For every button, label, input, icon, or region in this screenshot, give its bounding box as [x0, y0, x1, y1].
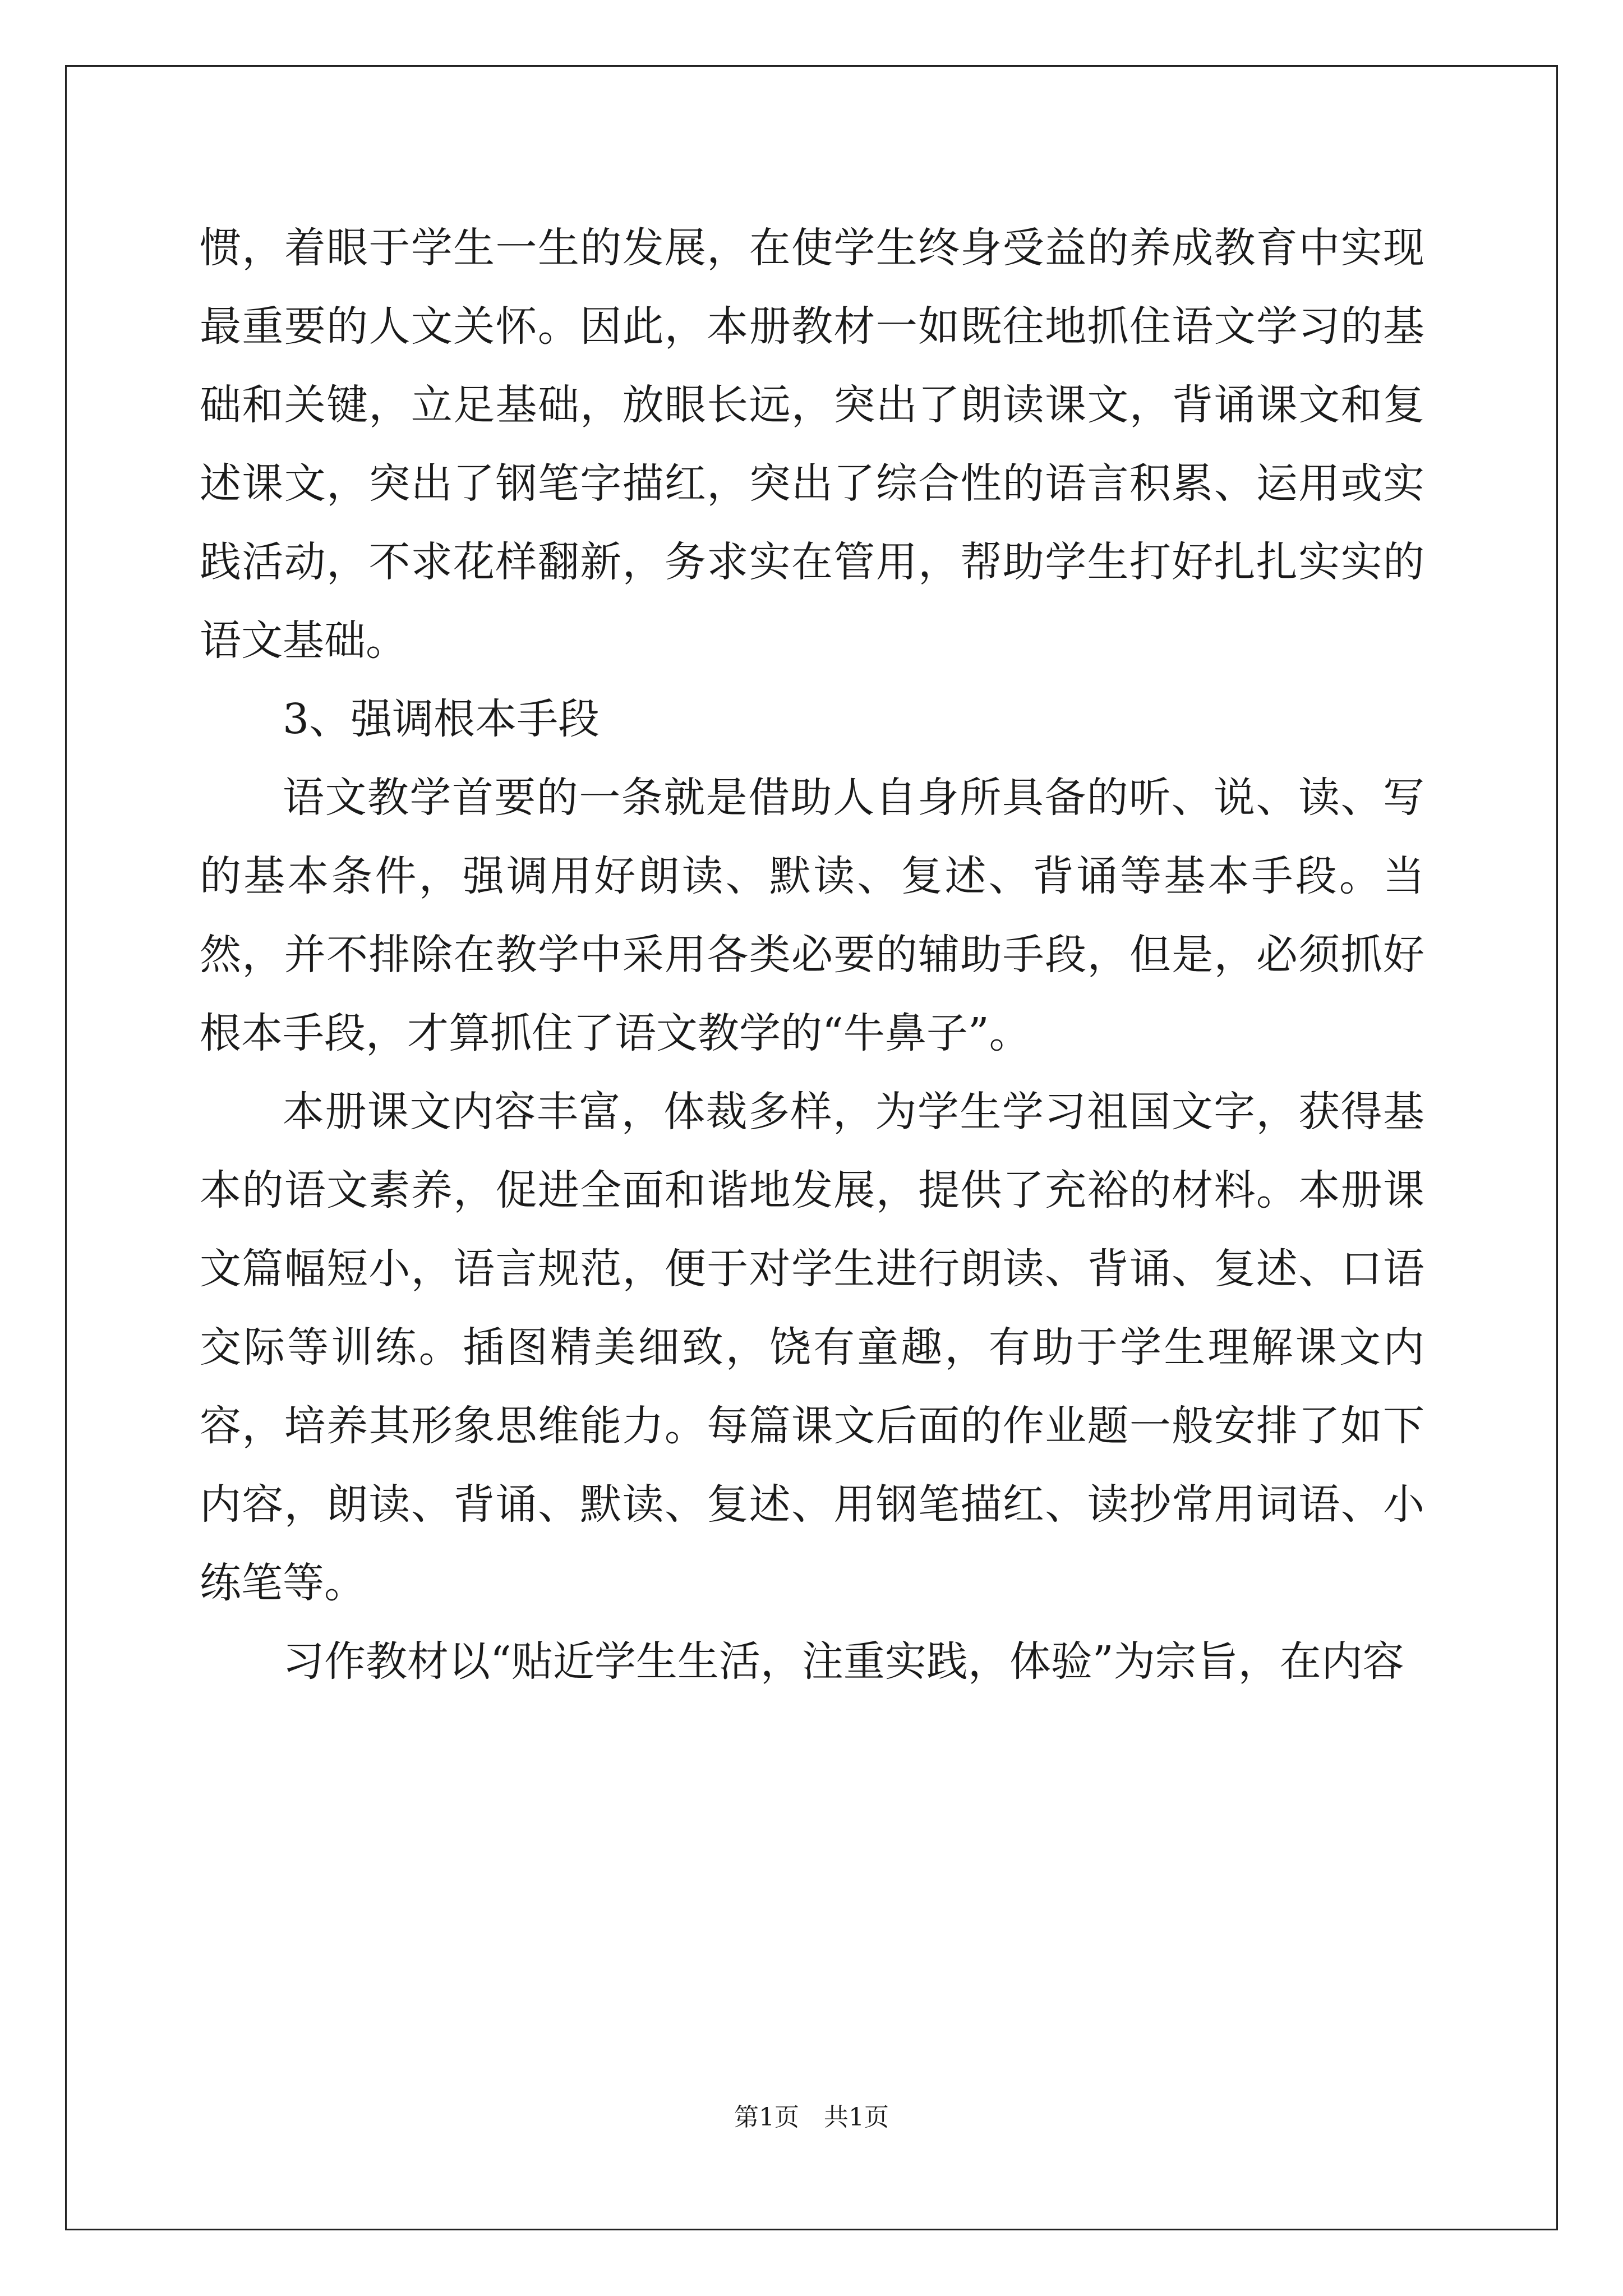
paragraph: 习作教材以“贴近学生生活，注重实践，体验”为宗旨，在内容	[283, 1637, 1404, 1686]
paragraph: 本册课文内容丰富，体裁多样，为学生学习祖国文字，获得基本的语文素养，促进全面和谐地发展，提供了充裕的材料。本册课文篇幅短小，语言规范，便于对学生进行朗读、背诵、复述、口语交际等训练。插图精美细致，饶有童趣，有助于学生理解课文内容，培养其形象思维能力。每篇课文后面的作业题一般安排了如下内容，朗读、背诵、默读、复述、用钢笔描红、读抄常用词语、小练笔等。	[200, 1088, 1424, 1607]
section-heading: 3、强调根本手段	[283, 695, 600, 743]
paragraph: 语文教学首要的一条就是借助人自身所具备的听、说、读、写的基本条件，强调用好朗读、默读、复述、背诵等基本手段。当然，并不排除在教学中采用各类必要的辅助手段，但是，必须抓好根本手段，才算抓住了语文教学的“牛鼻子”。	[200, 774, 1424, 1057]
document-body	[200, 209, 1424, 1701]
page-number-current: 第1页	[734, 2103, 799, 2132]
page-footer	[0, 2101, 1623, 2134]
paragraph-continued: 惯，着眼于学生一生的发展，在使学生终身受益的养成教育中实现最重要的人文关怀。因此，本册教材一如既往地抓住语文学习的基础和关键，立足基础，放眼长远，突出了朗读课文，背诵课文和复述课文，突出了钢笔字描红，突出了综合性的语言积累、运用或实践活动，不求花样翻新，务求实在管用，帮助学生打好扎扎实实的语文基础。	[200, 224, 1424, 665]
page-number-total: 共1页	[824, 2103, 889, 2132]
